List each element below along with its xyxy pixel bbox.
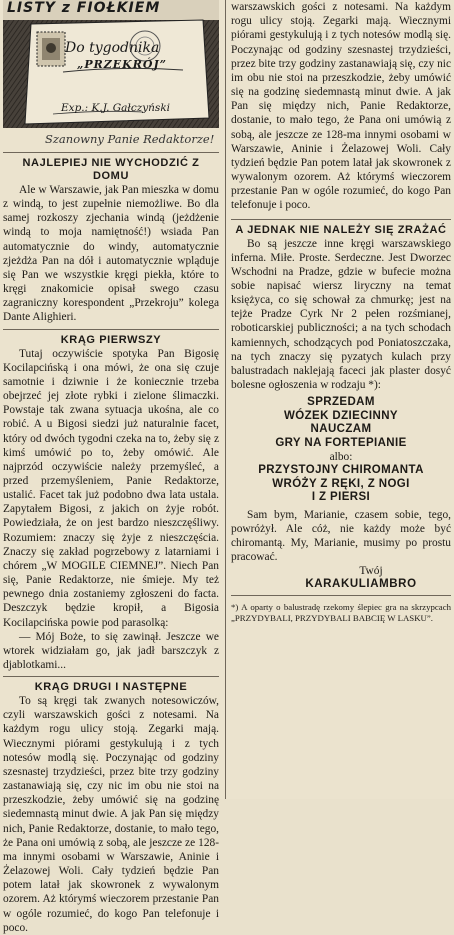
footnote-rule: [231, 595, 451, 596]
section-1-paragraph: Ale w Warszawie, jak Pan mieszka w domu z windą, to jest zupełnie niemożliwe. Bo dla samej rozkoszy zjechania windą (jeżdżenie windą to moja namiętność!) wsiada Pan automatycznie do windy, automatycznie zjeżdża Pan na dół i automatycznie wpląduje się Pan we wszystkie kręgi piekła, które to kręgi znakomicie opisał swego czasu zagraniczny korespondent „Przekroju” kolega Dante Alighieri.: [3, 184, 219, 324]
masthead-title: LISTY z FIOŁKIEM: [7, 0, 161, 16]
right-column: [224, 0, 454, 799]
section-title-2: KRĄG PIERWSZY: [60, 333, 162, 346]
advert-2-line3: I Z PIERSI: [311, 491, 371, 504]
section-2-paragraph: Tutaj oczywiście spotyka Pan Bigosię Kocilapcińską i ona mówi, że ona się czuje samotnie i dziwnie i że koniecznie trzeba obejrzeć jej złote rybki i zielone ślimaczki. Powstaje tak zwana sytuacja ukośna, ale co robić. A u Bigosi siedzi już naturalnie facet, który od dwóch tygodni czeka na to, żeby się z kimś umówić po to, żeby omówić. Ale najprzód oczywiście należy przemyśleć, a przed przemyśleniem, Panie Redaktorze, ustalić. Facet tak już podobno dwa lata ustala. Zapytałem Bigosi, z jakich on żyje robót. Powiedziała, że on jest bardzo nieszczęśliwy. Rozumiem: znaczy się żyje z nieszczęścia. Znaczy się zakład pogrzebowy z latarniami i chórem „W MOGILE CIEMNEJ”. Niech Pan się, Panie Redaktorze, nie śmieje. My też pewnego dnia zostaniemy zgłoszeni do facta. Deszczyk będzie kropił, a Bigosia Kocilapcińska powie pod parasolką:: [3, 347, 219, 629]
section-title-3: KRĄG DRUGI I NASTĘPNE: [34, 681, 188, 694]
signature-yours: Twój: [359, 565, 383, 578]
signature-name: KARAKULIAMBRO: [305, 578, 417, 591]
salutation: Szanowny Panie Redaktorze!: [45, 132, 215, 146]
advert-1-line4: GRY NA FORTEPIANIE: [275, 436, 407, 449]
advert-or: albo:: [329, 451, 353, 464]
section-title-1: NAJLEPIEJ NIE WYCHODZIĆ Z DOMU: [22, 157, 200, 182]
section-3-text: warszawskich gości z notesami. Na każdym rogu ulicy stoją. Zegarki mają. Wiecznymi piórami gestykulują i z tych notesów modlą się. Poczynając od godziny szesnastej trzydzieści, przez bite trzy godziny zastanawiają się, czy nic im obu nie stoi na przeszkodzie, żeby umówić się na godzinę siedemnastą minut dwie. A jak Pan się między nich, Panie Redaktorze, dostanie, to mało tego, że Pana oni umówią z sobą, ale jeszcze ze 128-ma innymi osobami w Warszawie, Aninie i Żelazowej Woli. Cały tydzień będzie Pan potem latał jak skowronek z wywalonym ozorem. Aż którymś wieczorem przestanie Pan w ogóle rozumieć, do kogo Pan telefonuje i poco.: [231, 1, 451, 212]
envelope-drawing: [3, 0, 219, 148]
advert-1-line2: WÓZEK DZIECINNY: [284, 409, 398, 422]
header-illustration: [3, 0, 219, 148]
section-3-paragraph-continued: [231, 0, 451, 213]
advert-1-line1: SPRZEDAM: [307, 396, 375, 409]
section-rule: [231, 219, 451, 220]
envelope-sender: Exp.: K.J. Gałczyński: [61, 102, 171, 114]
envelope-address-line2: „PRZEKRÓJ”: [77, 58, 167, 71]
section-rule: [3, 676, 219, 677]
closing-paragraph: Sam bym, Marianie, czasem sobie, tego, powróżył. Ale cóż, nie każdy może być chiromantą. My, Marianie, musimy po prostu pracować.: [231, 508, 451, 564]
advert-2-line2: WRÓŻY Z RĘKI, Z NOGI: [272, 477, 410, 490]
advert-1-line3: NAUCZAM: [310, 423, 372, 436]
section-3-paragraph-start: To są kręgi tak zwanych notesowiczów, czyli warszawskich gości z notesami. Na każdym rogu ulicy stoją. Zegarki mają. Wiecznymi piórami gestykulują i z tych notesów modlą się. Poczynając od godziny szesnastej trzydzieści, przez bite trzy godziny zastanawiają się, czy nic im obu nie stoi na przeszkodzie, żeby umówić się na godzinę siedemnastą minut dwie. A jak Pan się między nich, Panie Redaktorze, dostanie, to mało tego, że Pana oni umówią z sobą, ale jeszcze ze 128-ma innymi osobami w Warszawie, Aninie i Żelazowej Woli. Cały tydzień będzie Pan potem latał jak skowronek z wywalonym ozorem. Aż którymś wieczorem przestanie Pan w ogóle rozumieć, do kogo Pan telefonuje i poco.: [3, 695, 219, 934]
section-2-quote: — Mój Boże, to się zawinął. Jeszcze we wtorek widziałam go, jak jadł barszczyk z djablotkami...: [3, 630, 219, 671]
section-rule: [3, 152, 219, 153]
section-title-4: A JEDNAK NIE NALEŻY SIĘ ZRAŻAĆ: [235, 223, 447, 236]
footnote: *) A oparty o balustradę rzekomy ślepiec gra na skrzypcach „PRZYDYBALI, PRZYDYBALI BABCIĘ W LASKU”.: [231, 602, 451, 623]
left-column: [0, 0, 224, 934]
section-rule: [3, 329, 219, 330]
section-4-paragraph: Bo są jeszcze inne kręgi warszawskiego inferna. Miłe. Proste. Serdeczne. Jest Dworzec Wschodni na Pradze, gdzie w bufecie można sobie napisać wiersz liryczny na temat księżyca, co się schował za chmurkę; jest na tejże Pradze Cyrk Nr 2 pełen rozśmianej, roboticarskiej publiczności; a na tych schodach kamiennych, schodzących pod Poniatoszczaka, na tych znaczy się pyzatych kulach przy balustradach naklejają faceci jak plaster dosyć bolesne ogłoszenia w rodzaju *):: [231, 237, 451, 392]
envelope-address-line1: Do tygodnika: [65, 40, 160, 56]
advert-2-line1: PRZYSTOJNY CHIROMANTA: [258, 464, 424, 477]
